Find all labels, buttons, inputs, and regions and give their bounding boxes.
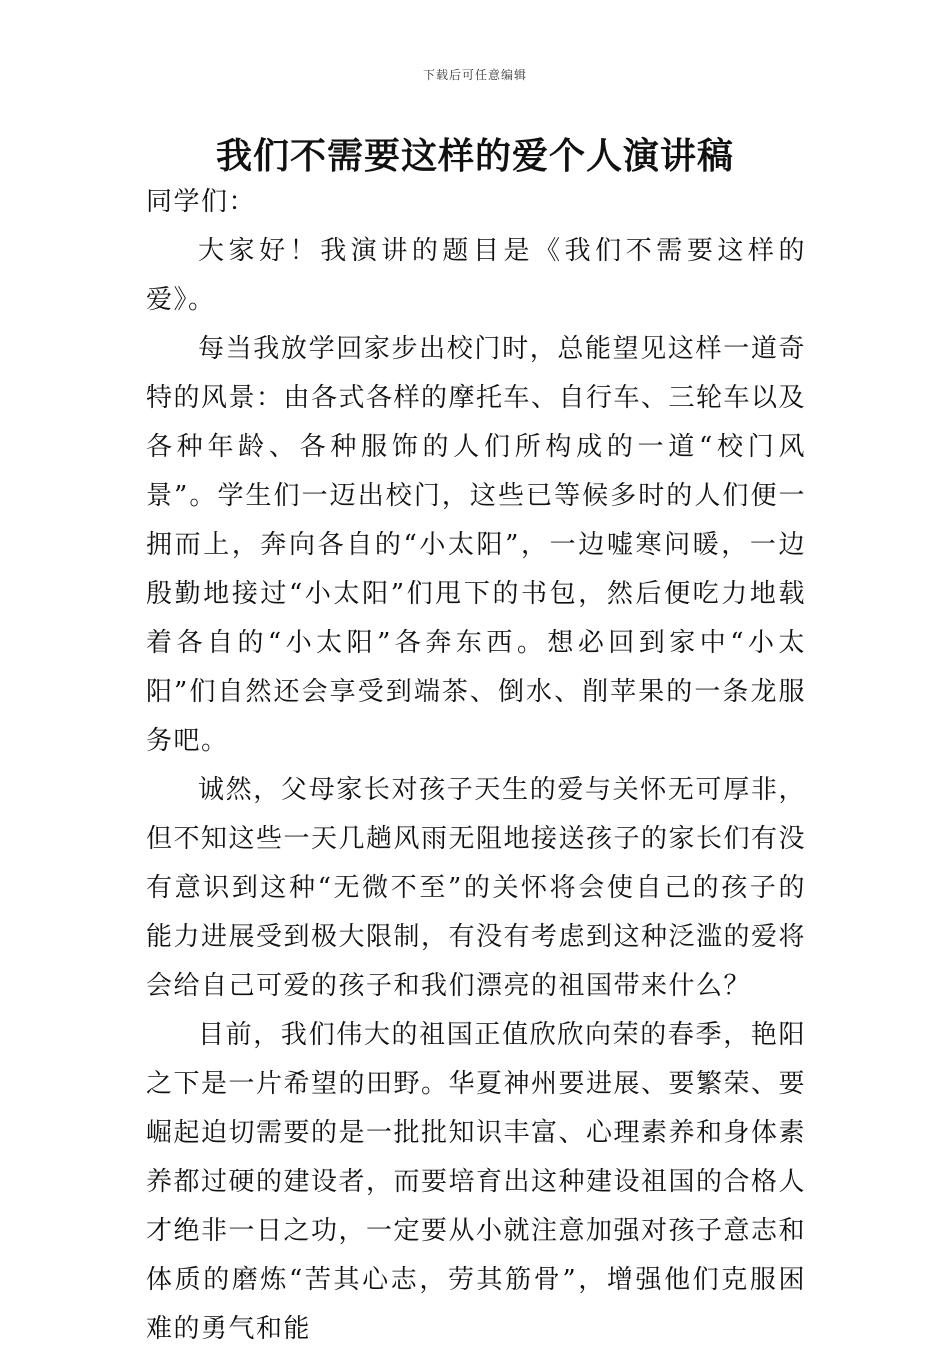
paragraph-motherland: 目前，我们伟大的祖国正值欣欣向荣的春季，艳阳之下是一片希望的田野。华夏神州要进展、要繁荣、要崛起迫切需要的是一批批知识丰富、心理素养和身体素养都过硬的建设者，而要培育出这种建设祖国的合格人才绝非一日之功，一定要从小就注意加强对孩子意志和体质的磨炼“苦其心志，劳其筋骨”，增强他们克服困难的勇气和能: [146, 1020, 807, 1344]
paragraph-school-gate: 每当我放学回家步出校门时，总能望见这样一道奇特的风景：由各式各样的摩托车、自行车、三轮车以及各种年龄、各种服饰的人们所构成的一道“校门风景”。学生们一迈出校门，这些已等候多时的人们便一拥而上，奔向各自的“小太阳”，一边嘘寒问暖，一边殷勤地接过“小太阳”们甩下的书包，然后便吃力地载着各自的“小太阳”各奔东西。想必回到家中“小太阳”们自然还会享受到端茶、倒水、削苹果的一条龙服务吧。: [146, 334, 807, 756]
header-note: 下载后可任意编辑: [422, 68, 527, 82]
document-body: [146, 178, 806, 1354]
document-title: 我们不需要这样的爱个人演讲稿: [215, 136, 734, 177]
salutation: 同学们：: [146, 187, 257, 217]
paragraph-parents-love: 诚然，父母家长对孩子天生的爱与关怀无可厚非，但不知这些一天几趟风雨无阻地接送孩子的家长们有没有意识到这种“无微不至”的关怀将会使自己的孩子的能力进展受到极大限制，有没有考虑到这种泛滥的爱将会给自己可爱的孩子和我们漂亮的祖国带来什么？: [146, 775, 807, 1001]
paragraph-greeting: 大家好！我演讲的题目是《我们不需要这样的爱》。: [146, 236, 806, 315]
